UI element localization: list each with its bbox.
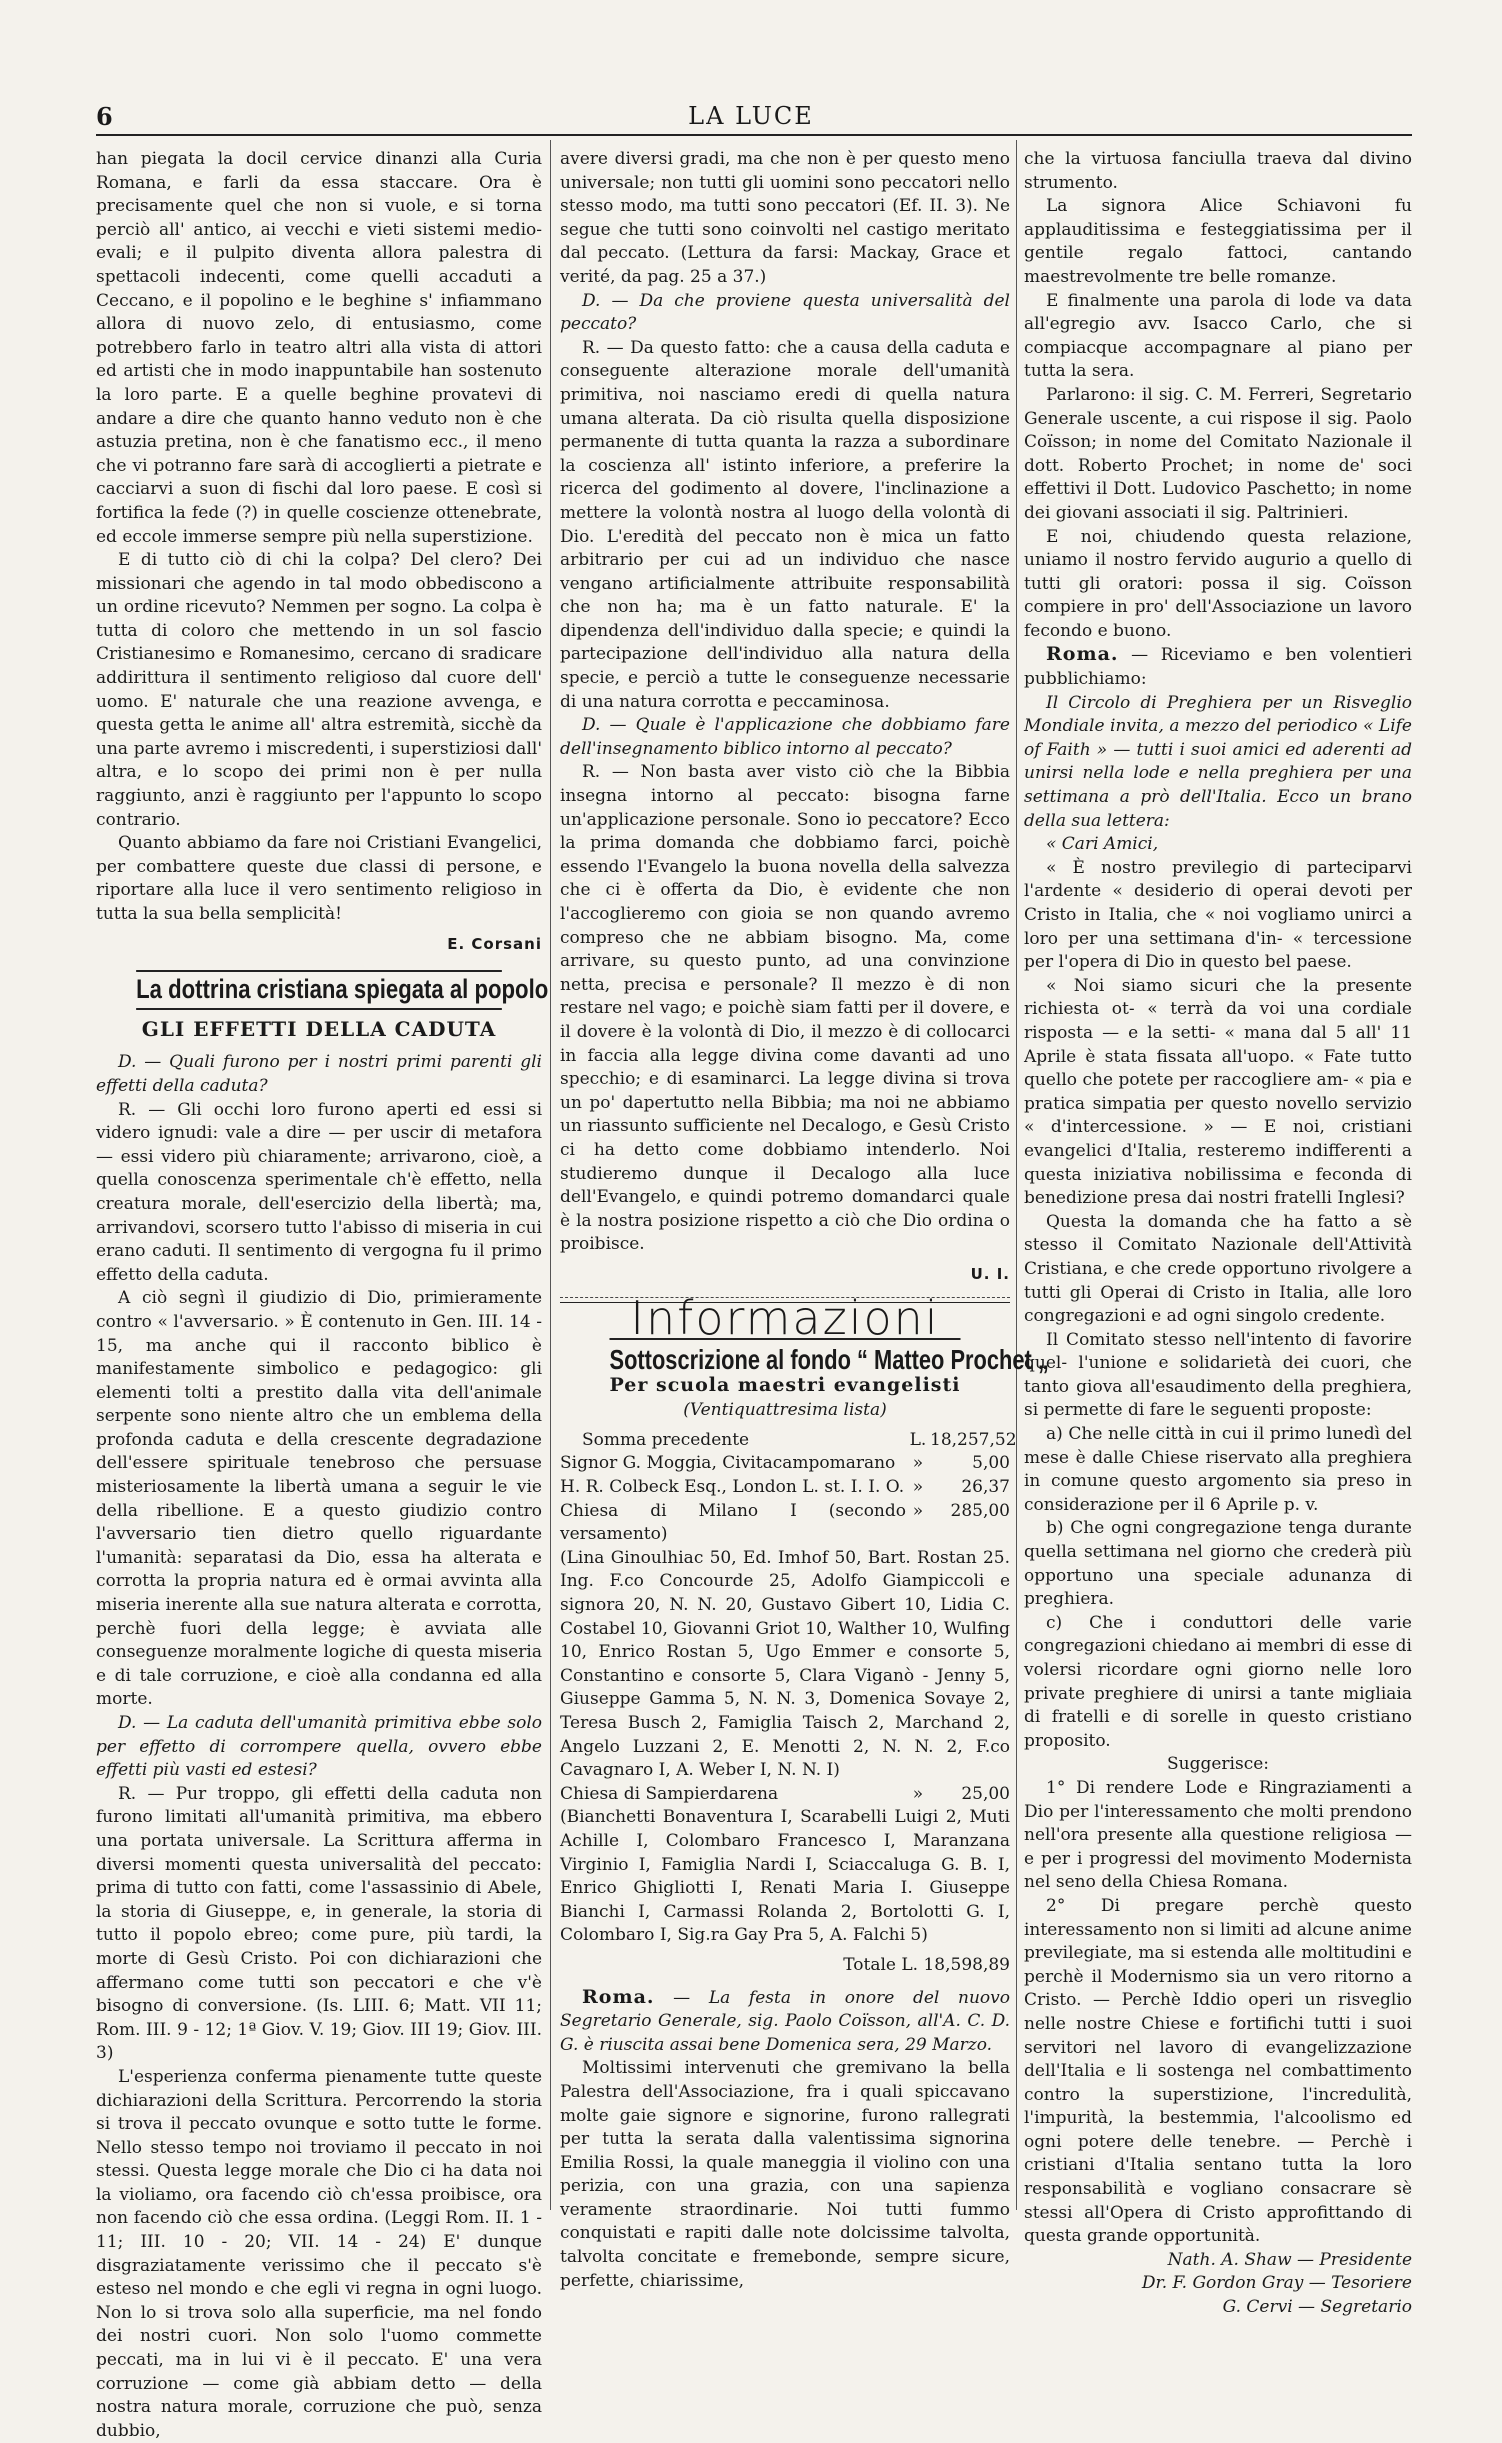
answer: R. — Pur troppo, gli effetti della caduta non furono limitati all'umanità primitiva, ma ebbero una portata universale. La Scrittura afferma in diversi momenti questa universalità del peccato: prima di tutto con fatti, come l'assassinio di Abele, la storia di Giuseppe, e, in generale, la storia di tutto il popolo ebreo; come pure, più tardi, la morte di Gesù Cristo. Poi con dichiarazioni che affermano come tutti son peccatori e che v'è bisogno di conversione. (Is. LIII. 6; Matt. VII 11; Rom. III. 9 - 12; 1ª Giov. V. 19; Giov. III 19; Giov. III. 3) [96, 1783, 542, 2064]
news-paragraph: che la virtuosa fanciulla traeva dal divino strumento. [1024, 149, 1412, 193]
column-divider-1 [550, 140, 551, 2210]
subscription-row [560, 1452, 1010, 1476]
subscription-row [560, 1500, 1010, 1547]
answer-continued: A ciò segnì il giudizio di Dio, primieramente contro « l'avversario. » È contenuto in Gen. III. 14 - 15, ma anche qui il racconto biblico è manifestamente simbolico e pedagogico: gli elementi tolti a prestito dalla vita dell'animale serpente sono niente altro che un emblema della profonda caduta e della crescente degradazione dell'essere spirituale tenebroso che persuase misteriosamente la libertà umana a seguir le vie della ribellione. E a questo giudizio contro l'avversario tien dietro quello riguardante l'umanità: separatasi da Dio, essa ha alterata e corrotta la propria natura ed è ormai avvinta alla miseria inerente alla sue natura alterata e corrotta, perchè fuori della legge; è avviata alle conseguenze moralmente logiche di questa miseria e di tale corruzione, e cioè alla condanna ed alla morte. [96, 1288, 542, 1710]
subscription-subtitle: Per scuola maestri evangelisti [609, 1373, 961, 1396]
header-rule [96, 134, 1412, 136]
news-item [1024, 643, 1412, 691]
letter-salutation: « Cari Amici, [1046, 834, 1159, 855]
question: D. — La caduta dell'umanità primitiva ebbe solo per effetto di corrompere quella, ovvero ebbe effetti più vasti ed estesi? [96, 1713, 542, 1781]
answer: R. — Non basta aver visto ciò che la Bibbia insegna intorno al peccato: bisogna farne un'applicazione personale. Sono io peccatore? Ecco la prima domanda che dobbiamo farci, poichè essendo l'Evangelo la buona novella della salvezza che ci è offerta da Dio, è evidente che non l'accoglieremo con gioia se non quando avremo compreso che ne abbiam bisogno. Ma, come arrivare, su questo punto, ad una convinzione netta, precisa e personale? Il mezzo è di non restare nel vago; e poichè siam fatti per il dovere, e il dovere è la volontà di Dio, il mezzo è di collocarci in faccia alla legge divina come davanti ad uno specchio; e di esaminarci. La legge divina si trova un po' dapertutto nella Bibbia; ma noi ne abbiamo un riassunto sufficiente nel Decalogo, e Gesù Cristo ci ha detto come dobbiamo intenderlo. Noi studieremo dunque il Decalogo alla luce dell'Evangelo, e quindi potremo domandarci quale è la nostra posizione rispetto a ciò che Dio ordina o proibisce. [560, 762, 1010, 1255]
question: D. — Quali furono per i nostri primi parenti gli effetti della caduta? [96, 1052, 542, 1096]
subscription-list-number: (Ventiquattresima lista) [683, 1400, 887, 1421]
article-signature: E. Corsani [447, 934, 542, 953]
suggestion-item: 1° Di rendere Lode e Ringraziamenti a Dio per l'interessamento che molti prendono nell'ora presente alla questione religiosa — e per i progressi del movimento Modernista nel seno della Chiesa Romana. [1024, 1777, 1412, 1893]
officer-line: Dr. F. Gordon Gray — Tesoriere [1141, 2273, 1412, 2294]
row-label: Somma precedente [582, 1429, 750, 1450]
article-paragraph: Quanto abbiamo da fare noi Cristiani Evangelici, per combattere queste due classi di persone, e riportare alla luce il vero sentimento religioso in tutta la sua bella semplicità! [96, 833, 542, 924]
row-label: Chiesa di Sampierdarena [560, 1783, 779, 1804]
news-paragraph: La signora Alice Schiavoni fu applauditissima e festeggiatissima per il gentile regalo fattoci, cantando maestrevolmente tre belle romanze. [1024, 196, 1412, 287]
row-label: Signor G. Moggia, Civitacampomarano [560, 1453, 896, 1474]
article-paragraph: han piegata la docil cervice dinanzi alla Curia Romana, e farli da essa staccare. Ora è precisamente quel che non si vuole, e si torna perciò all' antico, ai vecchi e vieti sistemi medio-evali; e il pulpito diventa allora palestra di spettacoli indecenti, come quelli accaduti a Ceccano, e il popolino e le beghine s' infiammano allora di nuovo zelo, di entusiasmo, come potrebbero farlo in teatro altri alla vista di attori ed artisti che in modo inappuntabile han sostenuto la loro parte. E a quelle beghine provatevi di andare a dire che quanto hanno veduto non è che astuzia pretina, non è che fanatismo ecc., il meno che vi potranno fare sarà di accoglierti a pietrate e cacciarvi a suon di fischi dal loro paese. E così si fortifica la fede (?) in quelle coscienze ottenebrate, ed eccole immerse sempre più nella superstizione. [96, 149, 542, 547]
news-paragraph: Parlarono: il sig. C. M. Ferreri, Segretario Generale uscente, a cui rispose il sig. Paolo Coïsson; in nome del Comitato Nazionale il dott. Roberto Prochet; in nome de' soci effettivi il Dott. Ludovico Paschetto; in nome dei giovani associati il sig. Paltrinieri. [1024, 384, 1412, 523]
answer-continued: L'esperienza conferma pienamente tutte queste dichiarazioni della Scrittura. Percorrendo la storia si trova il peccato ovunque e sotto tutte le forme. Nello stesso tempo noi troviamo il peccato in noi stessi. Questa legge morale che Dio ci ha data noi la violiamo, ora facendo ciò ch'essa proibisce, ora non facendo ciò che essa ordina. (Leggi Rom. II. 1 - 11; III. 10 - 20; VII. 14 - 24) E' dunque disgraziatamente verissimo che il peccato s'è esteso nel mondo e che egli vi regna in ogni luogo. Non lo si trova solo alla superficie, ma nel fondo dei nostri cuori. Non solo l'uomo commette peccati, ma in lui vi è il peccato. E' una vera corruzione — come già abbiam detto — della nostra natura morale, corruzione che può, senza dubbio, [96, 2066, 542, 2441]
proposal-item: c) Che i conduttori delle varie congregazioni chiedano ai membri di esse di volersi ricordare ogni giorno nelle loro private preghiere di unirsi a tante migliaia di fratelli e di sorelle in questo cristiano proposito. [1024, 1612, 1412, 1751]
masthead-title: LA LUCE [688, 102, 814, 130]
row-amount: 285,00 [950, 1500, 1010, 1521]
subscription-row [560, 1429, 1017, 1453]
row-marker: » [912, 1783, 924, 1804]
question: D. — Quale è l'applicazione che dobbiamo fare dell'insegnamento biblico intorno al peccato? [560, 715, 1010, 759]
row-label: H. R. Colbeck Esq., London L. st. I. I. O. [560, 1477, 905, 1498]
news-place: Roma. [582, 1985, 655, 2008]
officer-line: G. Cervi — Segretario [1222, 2297, 1412, 2318]
row-marker: » [912, 1500, 924, 1521]
letter-paragraph: « Noi siamo sicuri che la presente richiesta ot- « terrà da voi una cordiale risposta — e la setti- « mana dal 5 all' 11 Aprile è stata fissata all'uopo. « Fate tutto quello che potete per raccogliere am- « pia e pratica simpatia per questo novello servizio « d'intercessione. » — E noi, cristiani evangelici d'Italia, resteremo indifferenti a questa iniziativa nobilissima e feconda di benedizione presa dai nostri fratelli Inglesi? [1024, 975, 1412, 1209]
article-signature: U. I. [970, 1264, 1010, 1283]
news-paragraph: Il Circolo di Preghiera per un Risveglio Mondiale invita, a mezzo del periodico « Life of Faith » — tutti i suoi amici ed aderenti ad unirsi nella lode e nella preghiera per una settimana a prò dell'Italia. Ecco un brano della sua lettera: [1024, 692, 1412, 831]
section-title: La dottrina cristiana spiegata al popolo [136, 970, 502, 1010]
column-2 [560, 148, 1049, 2293]
news-paragraph: E finalmente una parola di lode va data all'egregio avv. Isacco Carlo, che si compiacque accompagnare al piano per tutta la sera. [1024, 290, 1412, 382]
news-place: Roma. [1046, 643, 1119, 666]
subscription-row [560, 1783, 1010, 1807]
subscription-row [560, 1476, 1010, 1500]
row-amount: 26,37 [961, 1477, 1010, 1498]
news-paragraph: E noi, chiudendo questa relazione, uniamo il nostro fervido augurio a quello di tutti gli oratori: possa il sig. Coïsson compiere in pro' dell'Associazione un lavoro fecondo e buono. [1024, 526, 1412, 641]
suggestion-heading: Suggerisce: [1166, 1754, 1270, 1775]
row-marker: » [912, 1453, 924, 1474]
section-subhead: GLI EFFETTI DELLA CADUTA [141, 1016, 497, 1041]
answer: R. — Gli occhi loro furono aperti ed essi si videro ignudi: vale a dire — per uscir di metafora — essi videro più chiaramente; arrivarono, cioè, a quella conoscenza sperimentale ch'è effetto, nella creatura morale, dell'esercizio della libertà; ma, arrivandovi, scorsero tutto l'abisso di miseria in cui erano caduti. Il sentimento di vergogna fu il primo effetto della caduta. [96, 1099, 542, 1285]
answer: R. — Da questo fatto: che a causa della caduta e conseguente alterazione morale dell'umanità primitiva, noi nasciamo eredi di quella natura umana alterata. Da ciò risulta quella disposizione permanente di tutta quanta la razza a subordinare la coscienza all' istinto inferiore, a preferire la ricerca del godimento al dovere, l'inclinazione a mettere la volontà nostra al luogo della volontà di Dio. L'eredità del peccato non è mica un fatto arbitrario per cui ad un individuo che nasce vengano artificialmente attribuite responsabilità che non ha; ma è un fatto naturale. E' la dipendenza dell'individuo dalla specie; e quindi la partecipazione dell'individuo alla natura della specie, e perciò a tutte le conseguenze necessarie di una natura corrotta e peccaminosa. [560, 337, 1010, 712]
officer-line: Nath. A. Shaw — Presidente [1167, 2249, 1412, 2270]
row-label: Chiesa di Milano I (secondo versamento) [560, 1500, 906, 1545]
row-amount: 18,257,52 [930, 1429, 1017, 1450]
news-text: — Riceviamo e ben volentieri pubblichiamo: [1024, 645, 1412, 690]
letter-paragraph: « È nostro previlegio di parteciparvi l'ardente « desiderio di operai devoti per Cristo in Italia, che « noi vogliamo unirci a loro per una settimana d'in- « tercessione per l'opera di Dio in questo bel paese. [1024, 857, 1412, 973]
donor-detail: (Lina Ginoulhiac 50, Ed. Imhof 50, Bart. Rostan 25. Ing. F.co Concourde 25, Adolfo Giampiccoli e signora 20, N. N. 20, Gustavo Gibert 10, Lidia C. Costabel 10, Giovanni Griot 10, Walther 10, Wulfing 10, Enrico Rostan 5, Ugo Emmer e consorte 5, Constantino e consorte 5, Clara Viganò - Jenny 5, Giuseppe Gamma 5, N. N. 3, Domenica Sovaye 2, Teresa Busch 2, Famiglia Taisch 2, Marchand 2, Angelo Luzzani 2, E. Menotti 2, N. N. 2, F.co Cavagnaro I, A. Weber I, N. N. I) [560, 1547, 1010, 1781]
news-paragraph: Moltissimi intervenuti che gremivano la bella Palestra dell'Associazione, fra i quali spiccavano molte gaie signore e signorine, furono rallegrati per tutta la serata dalla valentissima signorina Emilia Rossi, la quale maneggia il violino con una perizia, con una grazia, con una sapienza veramente straordinarie. Noi tutti fummo conquistati e rapiti dalle note dolcissime talvolta, talvolta concitate e fremebonde, sempre sicure, perfette, chiarissime, [560, 2058, 1010, 2291]
row-marker: L. [909, 1429, 927, 1450]
news-paragraph: Questa la domanda che ha fatto a sè stesso il Comitato Nazionale dell'Attività Cristiana, e che crede opportuno rivolgere a tutti gli Operai di Cristo in Italia, alle loro congregazioni e ad ogni singolo credente. [1024, 1211, 1412, 1327]
column-1 [96, 148, 549, 2443]
suggestion-item: 2° Di pregare perchè questo interessamento non si limiti ad alcune anime previlegiate, ma si estenda alle moltitudini e perchè il Modernismo sia un vero ritorno a Cristo. — Perchè Iddio operi un risveglio nelle nostre Chiese e fortifichi tutti i suoi servitori nel lavoro di evangelizzazione dell'Italia e li sostenga nel combattimento contro la superstizione, l'incredulità, l'impurità, la bestemmia, l'alcoolismo ed ogni potere delle tenebre. — Perchè i cristiani d'Italia sentano tutta la loro responsabilità e vogliano consacrare sè stessi all'Opera di Cristo approfittando di questa grande opportunità. [1024, 1895, 1412, 2247]
news-paragraph: Il Comitato stesso nell'intento di favorire quel- l'unione e solidarietà dei cuori, che tanto giova all'esaudimento della preghiera, si permette di fare le seguenti proposte: [1024, 1329, 1412, 1421]
news-item [560, 1986, 1010, 2058]
page-number: 6 [96, 102, 113, 131]
article-paragraph: avere diversi gradi, ma che non è per questo meno universale; non tutti gli uomini sono peccatori nello stesso modo, ma tutti sono peccatori (Ef. II. 3). Ne segue che tutti sono coinvolti nel castigo meritato dal peccato. (Lettura da farsi: Mackay, Grace et verité, da pag. 25 a 37.) [560, 149, 1010, 287]
column-3 [1024, 148, 1412, 2320]
donor-detail: (Bianchetti Bonaventura I, Scarabelli Luigi 2, Muti Achille I, Colombaro Francesco I, Maranzana Virginio I, Famiglia Nardi I, Sciaccaluga G. B. I, Enrico Ghigliotti I, Renati Maria I. Giuseppe Bianchi I, Carmassi Rolanda 2, Bortolotti G. I, Colombaro I, Sig.ra Gay Pra 5, A. Falchi 5) [560, 1807, 1010, 1946]
proposal-item: b) Che ogni congregazione tenga durante quella settimana nel giorno che crederà più opportuno una speciale adunanza di preghiera. [1024, 1518, 1412, 1610]
subscription-title: Sottoscrizione al fondo “ Matteo Prochet „ [610, 1338, 961, 1372]
column-divider-2 [1016, 140, 1017, 2210]
subscription-total: Totale L. 18,598,89 [843, 1954, 1010, 1975]
news-text: — La festa in onore del nuovo Segretario Generale, sig. Paolo Coïsson, all'A. C. D. G. è riuscita assai bene Domenica sera, 29 Marzo. [560, 1987, 1010, 2055]
section-title-informazioni: Informazioni [560, 1302, 1010, 1331]
article-paragraph: E di tutto ciò di chi la colpa? Del clero? Dei missionari che agendo in tal modo obbediscono a un ordine ricevuto? Nemmen per sogno. La colpa è tutta di coloro che mettendo in un sol fascio Cristianesimo e Romanesimo, cercano di sradicare addirittura il sentimento religioso dal cuore dell' uomo. E' naturale che una reazione avvenga, e questa getta le anime all' altra estremità, sicchè da una parte avremo i miscredenti, i superstiziosi dall' altra, e lo scopo dei primi non è per nulla raggiunto, anzi è raggiunto per l'appunto lo scopo contrario. [96, 550, 542, 830]
proposal-item: a) Che nelle città in cui il primo lunedì del mese è dalle Chiese riservato alla preghiera in comune questo argomento sia preso in considerazione per il 6 Aprile p. v. [1024, 1424, 1412, 1515]
row-amount: 25,00 [961, 1783, 1010, 1804]
row-marker: » [912, 1477, 924, 1498]
question: D. — Da che proviene questa universalità del peccato? [560, 290, 1010, 335]
row-amount: 5,00 [972, 1453, 1010, 1474]
